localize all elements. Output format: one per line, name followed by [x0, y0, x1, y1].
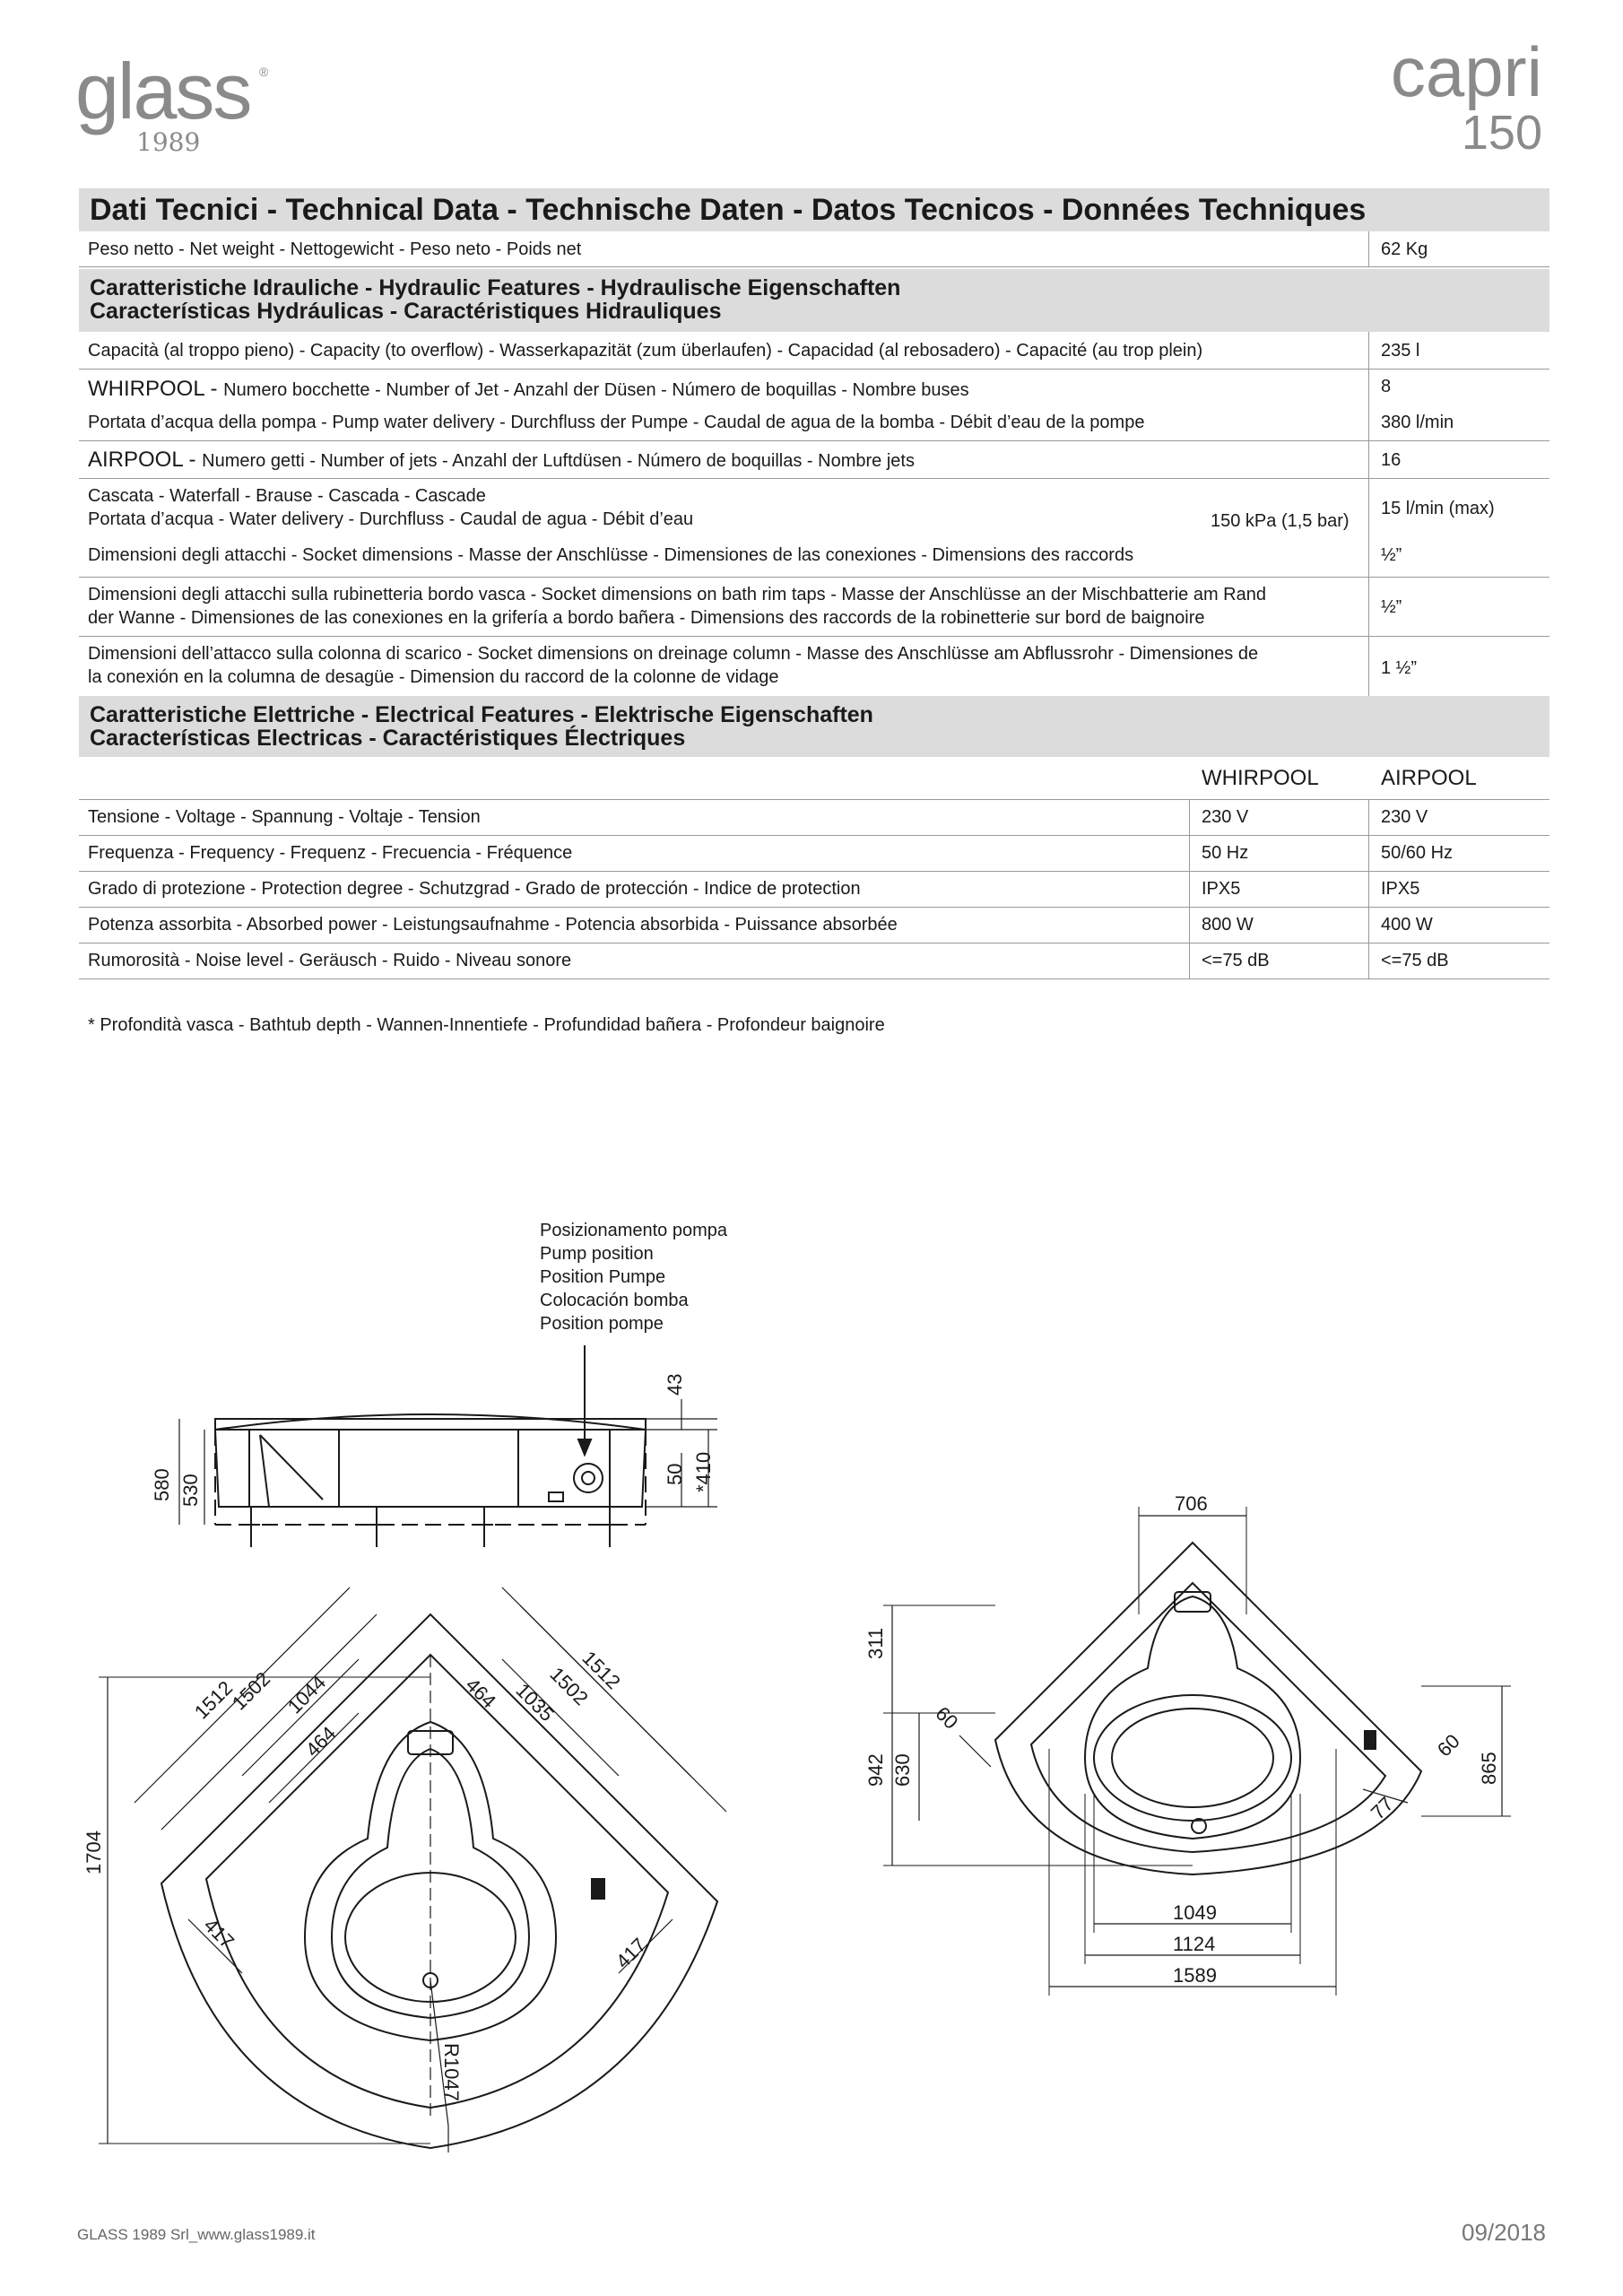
depth-footnote: * Profondità vasca - Bathtub depth - Wannen-Innentiefe - Profundidad bañera - Profondeur baignoire [88, 1015, 885, 1035]
dim-60-right: 60 [1432, 1729, 1464, 1761]
pump-note-2: Pump position [540, 1244, 654, 1264]
dim-r1047: R1047 [440, 2043, 463, 2101]
dim-410: *410 [692, 1451, 715, 1492]
table-row [79, 872, 1549, 908]
pump-note-3: Position Pumpe [540, 1267, 666, 1287]
footer-date: 09/2018 [1462, 2219, 1546, 2246]
airpool-jets-label: AIRPOOL - Numero getti - Number of jets - Anzahl der Luftdüsen - Número de boquillas - Nombre jets [88, 448, 915, 472]
dim-1589: 1589 [1173, 1964, 1217, 1987]
dim-464-right: 464 [461, 1673, 501, 1713]
voltage-airpool: 230 V [1381, 807, 1428, 827]
voltage-label: Tensione - Voltage - Spannung - Voltaje - Tension [88, 807, 481, 827]
dim-464-left: 464 [300, 1721, 341, 1761]
power-whirlpool: 800 W [1202, 915, 1254, 935]
pump-delivery-label: Portata d’acqua della pompa - Pump water delivery - Durchfluss der Pumpe - Caudal de agua de la bomba - Débit d’eau de la pompe [88, 413, 1145, 432]
noise-airpool: <=75 dB [1381, 951, 1449, 970]
product-name: capri [1390, 32, 1542, 111]
side-view-drawing [179, 1399, 717, 1547]
drainage-row [79, 637, 1549, 696]
dim-942: 942 [864, 1753, 887, 1787]
dim-60-left: 60 [931, 1701, 963, 1734]
table-row [79, 800, 1549, 836]
dim-630: 630 [891, 1753, 914, 1787]
frequency-airpool: 50/60 Hz [1381, 843, 1454, 863]
protection-airpool: IPX5 [1381, 879, 1420, 899]
dim-1124: 1124 [1173, 1933, 1216, 1955]
waterfall-value: 15 l/min (max) [1381, 499, 1495, 518]
dim-311: 311 [864, 1627, 887, 1659]
waterfall-label-1: Cascata - Waterfall - Brause - Cascada - Cascade [88, 486, 486, 506]
hydraulic-header-line1: Caratteristiche Idrauliche - Hydraulic Features - Hydraulische Eigenschaften [90, 275, 901, 300]
frequency-label: Frequenza - Frequency - Frequenz - Frecuencia - Fréquence [88, 843, 573, 863]
dim-1502-right: 1502 [545, 1662, 593, 1710]
registered-mark: ® [259, 65, 269, 79]
rim-taps-label-1: Dimensioni degli attacchi sulla rubinetteria bordo vasca - Socket dimensions on bath rim taps - Masse der Anschlüsse an der Mischbatterie am Rand [88, 585, 1266, 604]
pump-note-1: Posizionamento pompa [540, 1221, 728, 1240]
electrical-header-line2: Características Electricas - Caractéristiques Électriques [90, 726, 686, 751]
rim-taps-label-2: der Wanne - Dimensiones de las conexiones en la grifería a bordo bañera - Dimensions des raccords de la robinetterie sur bord de baignoire [88, 608, 1205, 628]
brand-logo [75, 47, 282, 160]
logo-text: glass [75, 47, 251, 135]
capacity-value: 235 l [1381, 341, 1420, 361]
waterfall-socket-group [79, 479, 1549, 578]
protection-label: Grado di protezione - Protection degree - Schutzgrad - Grado de protección - Indice de protection [88, 879, 861, 899]
dim-1044: 1044 [282, 1671, 331, 1718]
net-weight-label: Peso netto - Net weight - Nettogewicht - Peso neto - Poids net [88, 239, 582, 259]
pump-note-4: Colocación bomba [540, 1291, 689, 1310]
airpool-jets-value: 16 [1381, 450, 1402, 470]
net-weight-row [79, 231, 1549, 267]
power-label: Potenza assorbita - Absorbed power - Leistungsaufnahme - Potencia absorbida - Puissance absorbée [88, 915, 898, 935]
hydraulic-header [79, 269, 1549, 332]
power-airpool: 400 W [1381, 915, 1433, 935]
dim-1502-left: 1502 [227, 1667, 275, 1715]
table-row [79, 908, 1549, 944]
whirlpool-jets-value: 8 [1381, 377, 1392, 396]
dim-417-right: 417 [611, 1933, 651, 1973]
technical-drawing [0, 1184, 1623, 2170]
waterfall-label-2: Portata d’acqua - Water delivery - Durchfluss - Caudal de agua - Débit d’eau [88, 509, 694, 529]
product-heading [1390, 32, 1542, 160]
whirlpool-group [79, 370, 1549, 441]
pump-delivery-value: 380 l/min [1381, 413, 1454, 432]
logo-year: 1989 [136, 127, 201, 157]
waterfall-pressure: 150 kPa (1,5 bar) [1211, 511, 1350, 531]
rim-taps-row [79, 578, 1549, 637]
product-size: 150 [1461, 106, 1542, 160]
plan-view-drawing [99, 1587, 726, 2152]
dim-43: 43 [664, 1373, 686, 1396]
dim-417-left: 417 [199, 1913, 239, 1953]
drainage-value: 1 ½” [1381, 658, 1418, 678]
dim-50: 50 [664, 1463, 686, 1485]
dim-1704: 1704 [82, 1831, 105, 1874]
hydraulic-header-line2: Características Hydráulicas - Caractéristiques Hidrauliques [90, 299, 722, 324]
dim-865: 865 [1478, 1752, 1500, 1785]
capacity-label: Capacità (al troppo pieno) - Capacity (to overflow) - Wasserkapazität (zum überlaufen) - Capacidad (al rebosadero) - Capacité (au trop plein) [88, 341, 1203, 361]
drainage-label-2: la conexión en la columna de desagüe - Dimension du raccord de la colonne de vidage [88, 667, 779, 687]
dim-1512-left: 1512 [189, 1676, 238, 1724]
capacity-row [79, 332, 1549, 370]
table-row [79, 836, 1549, 872]
electrical-columns-header [79, 761, 1549, 800]
rim-taps-value: ½” [1381, 597, 1402, 617]
table-row [79, 944, 1549, 979]
footer-company: GLASS 1989 Srl_www.glass1989.it [77, 2226, 316, 2243]
col-airpool: AIRPOOL [1381, 766, 1477, 790]
dim-77: 77 [1366, 1792, 1398, 1824]
col-whirlpool: WHIRPOOL [1202, 766, 1319, 790]
dim-530: 530 [179, 1474, 202, 1507]
drainage-label-1: Dimensioni dell’attacco sulla colonna di scarico - Socket dimensions on dreinage column - Masse des Anschlüsse am Abflussrohr - Dimensiones de [88, 644, 1259, 664]
electrical-header [79, 696, 1549, 757]
net-weight-value: 62 Kg [1381, 239, 1428, 259]
dim-1049: 1049 [1173, 1901, 1217, 1924]
whirlpool-jets-label: WHIRPOOL - Numero bocchette - Number of Jet - Anzahl der Düsen - Número de boquillas - Nombre buses [88, 377, 969, 401]
dim-706: 706 [1175, 1492, 1208, 1515]
dim-580: 580 [151, 1468, 173, 1501]
technical-data-title: Dati Tecnici - Technical Data - Technische Daten - Datos Tecnicos - Données Techniques [79, 188, 1549, 231]
protection-whirlpool: IPX5 [1202, 879, 1241, 899]
voltage-whirlpool: 230 V [1202, 807, 1249, 827]
socket-dimensions-value: ½” [1381, 545, 1402, 565]
dim-1512-right: 1512 [577, 1646, 625, 1694]
airpool-jets-row [79, 441, 1549, 479]
dim-1035: 1035 [511, 1678, 559, 1726]
socket-dimensions-label: Dimensioni degli attacchi - Socket dimensions - Masse der Anschlüsse - Dimensiones de las conexiones - Dimensions des raccords [88, 545, 1134, 565]
pump-note-5: Position pompe [540, 1314, 664, 1334]
noise-whirlpool: <=75 dB [1202, 951, 1270, 970]
electrical-header-line1: Caratteristiche Elettriche - Electrical Features - Elektrische Eigenschaften [90, 702, 873, 727]
noise-label: Rumorosità - Noise level - Geräusch - Ruido - Niveau sonore [88, 951, 572, 970]
frequency-whirlpool: 50 Hz [1202, 843, 1249, 863]
